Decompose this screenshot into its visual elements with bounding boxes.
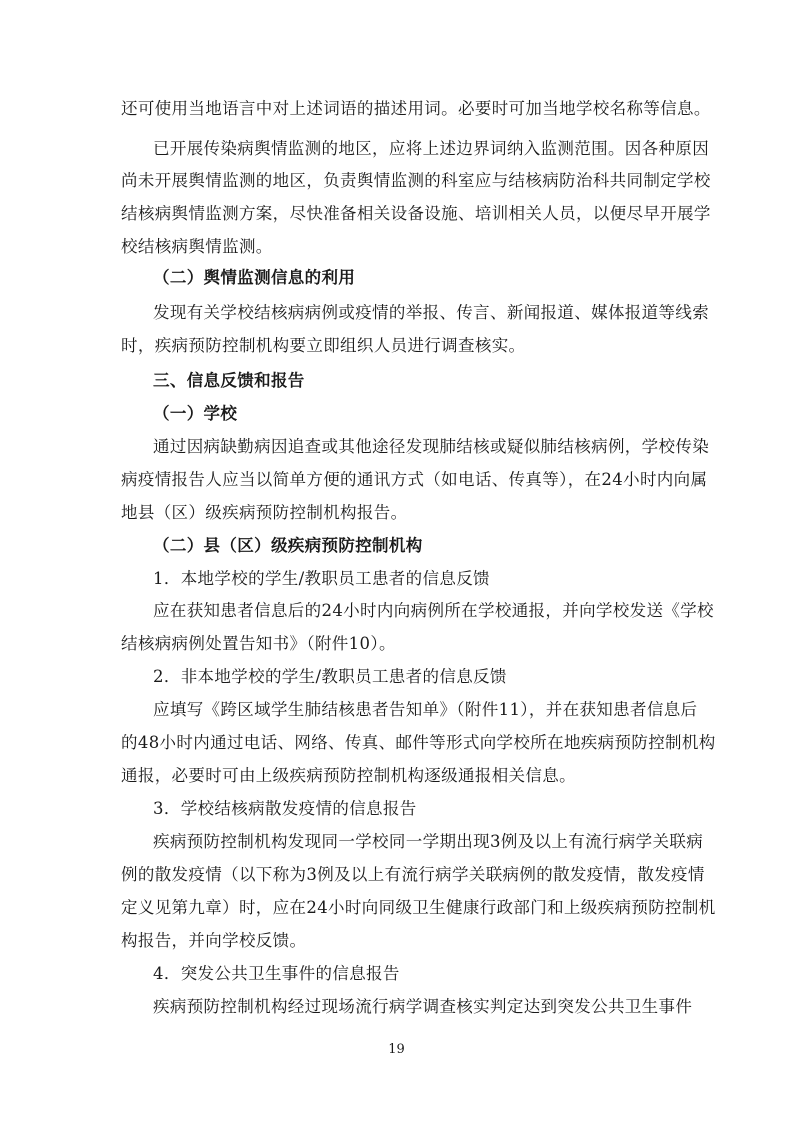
paragraph-line: 例的散发疫情（以下称为3例及以上有流行病学关联病例的散发疫情，散发疫情 (121, 865, 705, 884)
paragraph-line: 发现有关学校结核病病例或疫情的举报、传言、新闻报道、媒体报道等线索 (153, 303, 710, 322)
paragraph-line: 定义见第九章）时，应在24小时向同级卫生健康行政部门和上级疾病预防控制机 (121, 898, 716, 917)
paragraph-line: 已开展传染病舆情监测的地区，应将上述边界词纳入监测范围。因各种原因 (153, 139, 710, 158)
section-heading: （二）县（区）级疾病预防控制机构 (153, 536, 423, 555)
subsection-heading: 3．学校结核病散发疫情的信息报告 (153, 799, 417, 818)
paragraph-line: 疾病预防控制机构发现同一学校同一学期出现3例及以上有流行病学关联病 (153, 832, 704, 851)
page-number: 19 (388, 1042, 405, 1057)
paragraph-line: 的48小时内通过电话、网络、传真、邮件等形式向学校所在地疾病预防控制机构 (121, 733, 716, 752)
paragraph-line: 地县（区）级疾病预防控制机构报告。 (121, 503, 408, 522)
paragraph-line: 还可使用当地语言中对上述词语的描述用词。必要时可加当地学校名称等信息。 (121, 99, 711, 118)
paragraph-line: 通过因病缺勤病因追查或其他途径发现肺结核或疑似肺结核病例，学校传染 (153, 437, 710, 456)
paragraph-line: 校结核病舆情监测。 (121, 237, 273, 256)
paragraph-line: 应填写《跨区域学生肺结核患者告知单》（附件11），并在获知患者信息后 (153, 700, 698, 719)
chapter-heading: 三、信息反馈和报告 (153, 371, 305, 390)
paragraph-line: 时，疾病预防控制机构要立即组织人员进行调查核实。 (121, 336, 526, 355)
subsection-heading: 4．突发公共卫生事件的信息报告 (153, 964, 400, 983)
subsection-heading: 1．本地学校的学生/教职员工患者的信息反馈 (153, 569, 490, 588)
paragraph-line: 结核病舆情监测方案，尽快准备相关设备设施、培训相关人员，以便尽早开展学 (121, 204, 711, 223)
section-heading: （二）舆情监测信息的利用 (153, 268, 356, 287)
paragraph-line: 尚未开展舆情监测的地区，负责舆情监测的科室应与结核病防治科共同制定学校 (121, 171, 711, 190)
paragraph-line: 病疫情报告人应当以简单方便的通讯方式（如电话、传真等），在24小时内向属 (121, 470, 708, 489)
paragraph-line: 疾病预防控制机构经过现场流行病学调查核实判定达到突发公共卫生事件 (153, 997, 693, 1016)
paragraph-line: 应在获知患者信息后的24小时内向病例所在学校通报，并向学校发送《学校 (153, 601, 714, 620)
subsection-heading: 2．非本地学校的学生/教职员工患者的信息反馈 (153, 667, 507, 686)
paragraph-line: 通报，必要时可由上级疾病预防控制机构逐级通报相关信息。 (121, 766, 576, 785)
paragraph-line: 结核病病例处置告知书》（附件10）。 (121, 634, 396, 653)
section-heading: （一）学校 (153, 404, 238, 423)
paragraph-line: 构报告，并向学校反馈。 (121, 931, 307, 950)
